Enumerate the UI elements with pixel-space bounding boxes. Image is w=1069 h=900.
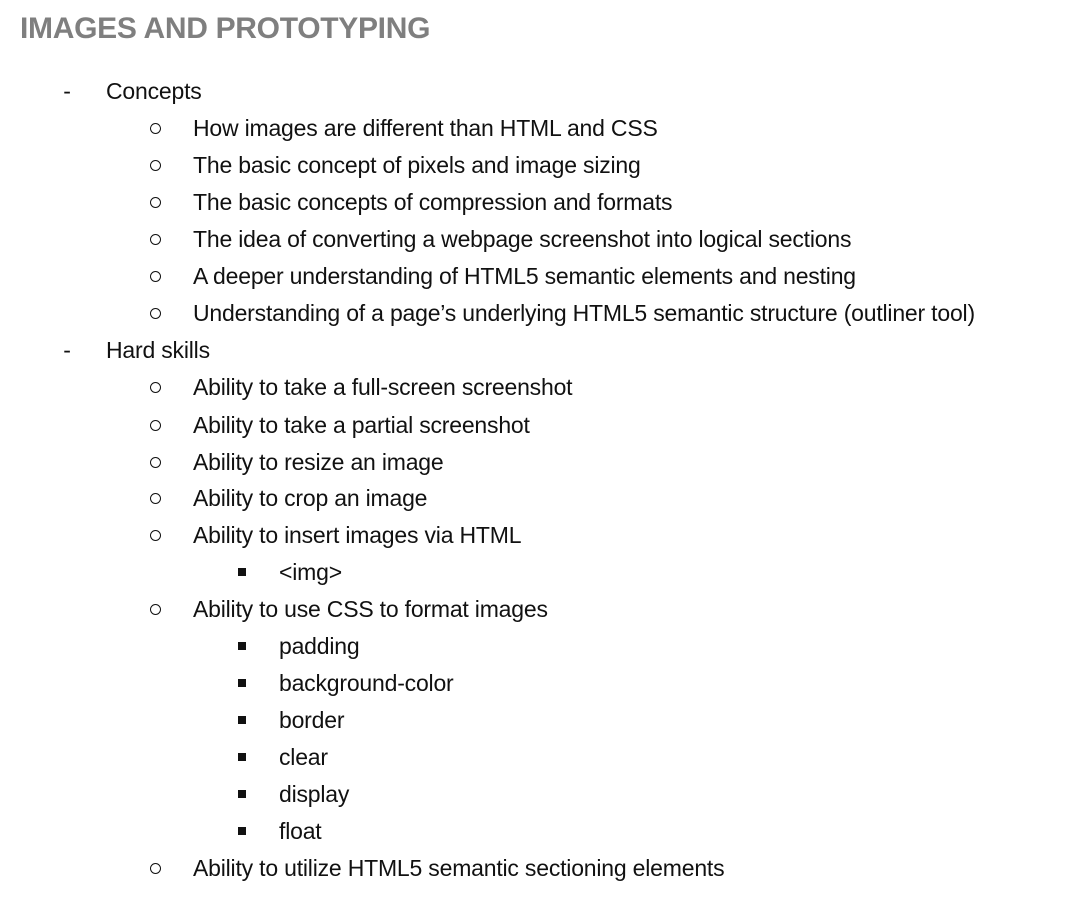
circle-bullet-icon	[150, 420, 161, 431]
circle-bullet-icon	[150, 123, 161, 134]
section-label: Hard skills	[106, 337, 210, 363]
circle-bullet-icon	[150, 308, 161, 319]
circle-bullet-icon	[150, 160, 161, 171]
square-bullet-icon	[238, 827, 246, 835]
dash-bullet: -	[63, 78, 71, 104]
list-item-text: Ability to utilize HTML5 semantic sectioning elements	[193, 855, 725, 881]
square-bullet-icon	[238, 790, 246, 798]
circle-bullet-icon	[150, 382, 161, 393]
circle-bullet-icon	[150, 604, 161, 615]
sub-list-item-text: display	[279, 781, 350, 807]
list-item-text: Ability to use CSS to format images	[193, 596, 548, 622]
circle-bullet-icon	[150, 271, 161, 282]
list-item-text: Ability to take a full-screen screenshot	[193, 374, 573, 400]
sub-list-item-text: background-color	[279, 670, 454, 696]
list-item-text: Ability to take a partial screenshot	[193, 412, 530, 438]
list-item-text: How images are different than HTML and CSS	[193, 115, 658, 141]
list-item-text: Understanding of a page’s underlying HTML5 semantic structure (outliner tool)	[193, 300, 975, 326]
sub-list-item-text: float	[279, 818, 322, 844]
circle-bullet-icon	[150, 863, 161, 874]
sub-list-item-text: padding	[279, 633, 360, 659]
square-bullet-icon	[238, 753, 246, 761]
list-item-text: The basic concept of pixels and image sizing	[193, 152, 641, 178]
page-title: IMAGES AND PROTOTYPING	[20, 12, 431, 45]
sub-list-item-text: border	[279, 707, 345, 733]
square-bullet-icon	[238, 642, 246, 650]
section-label: Concepts	[106, 78, 202, 104]
circle-bullet-icon	[150, 493, 161, 504]
list-item-text: Ability to insert images via HTML	[193, 522, 522, 548]
circle-bullet-icon	[150, 197, 161, 208]
square-bullet-icon	[238, 716, 246, 724]
circle-bullet-icon	[150, 234, 161, 245]
circle-bullet-icon	[150, 457, 161, 468]
sub-list-item-text: <img>	[279, 559, 342, 585]
circle-bullet-icon	[150, 530, 161, 541]
square-bullet-icon	[238, 568, 246, 576]
list-item-text: Ability to crop an image	[193, 485, 428, 511]
list-item-text: A deeper understanding of HTML5 semantic elements and nesting	[193, 263, 856, 289]
list-item-text: The idea of converting a webpage screenshot into logical sections	[193, 226, 852, 252]
list-item-text: Ability to resize an image	[193, 449, 444, 475]
sub-list-item-text: clear	[279, 744, 328, 770]
list-item-text: The basic concepts of compression and formats	[193, 189, 673, 215]
square-bullet-icon	[238, 679, 246, 687]
dash-bullet: -	[63, 337, 71, 363]
